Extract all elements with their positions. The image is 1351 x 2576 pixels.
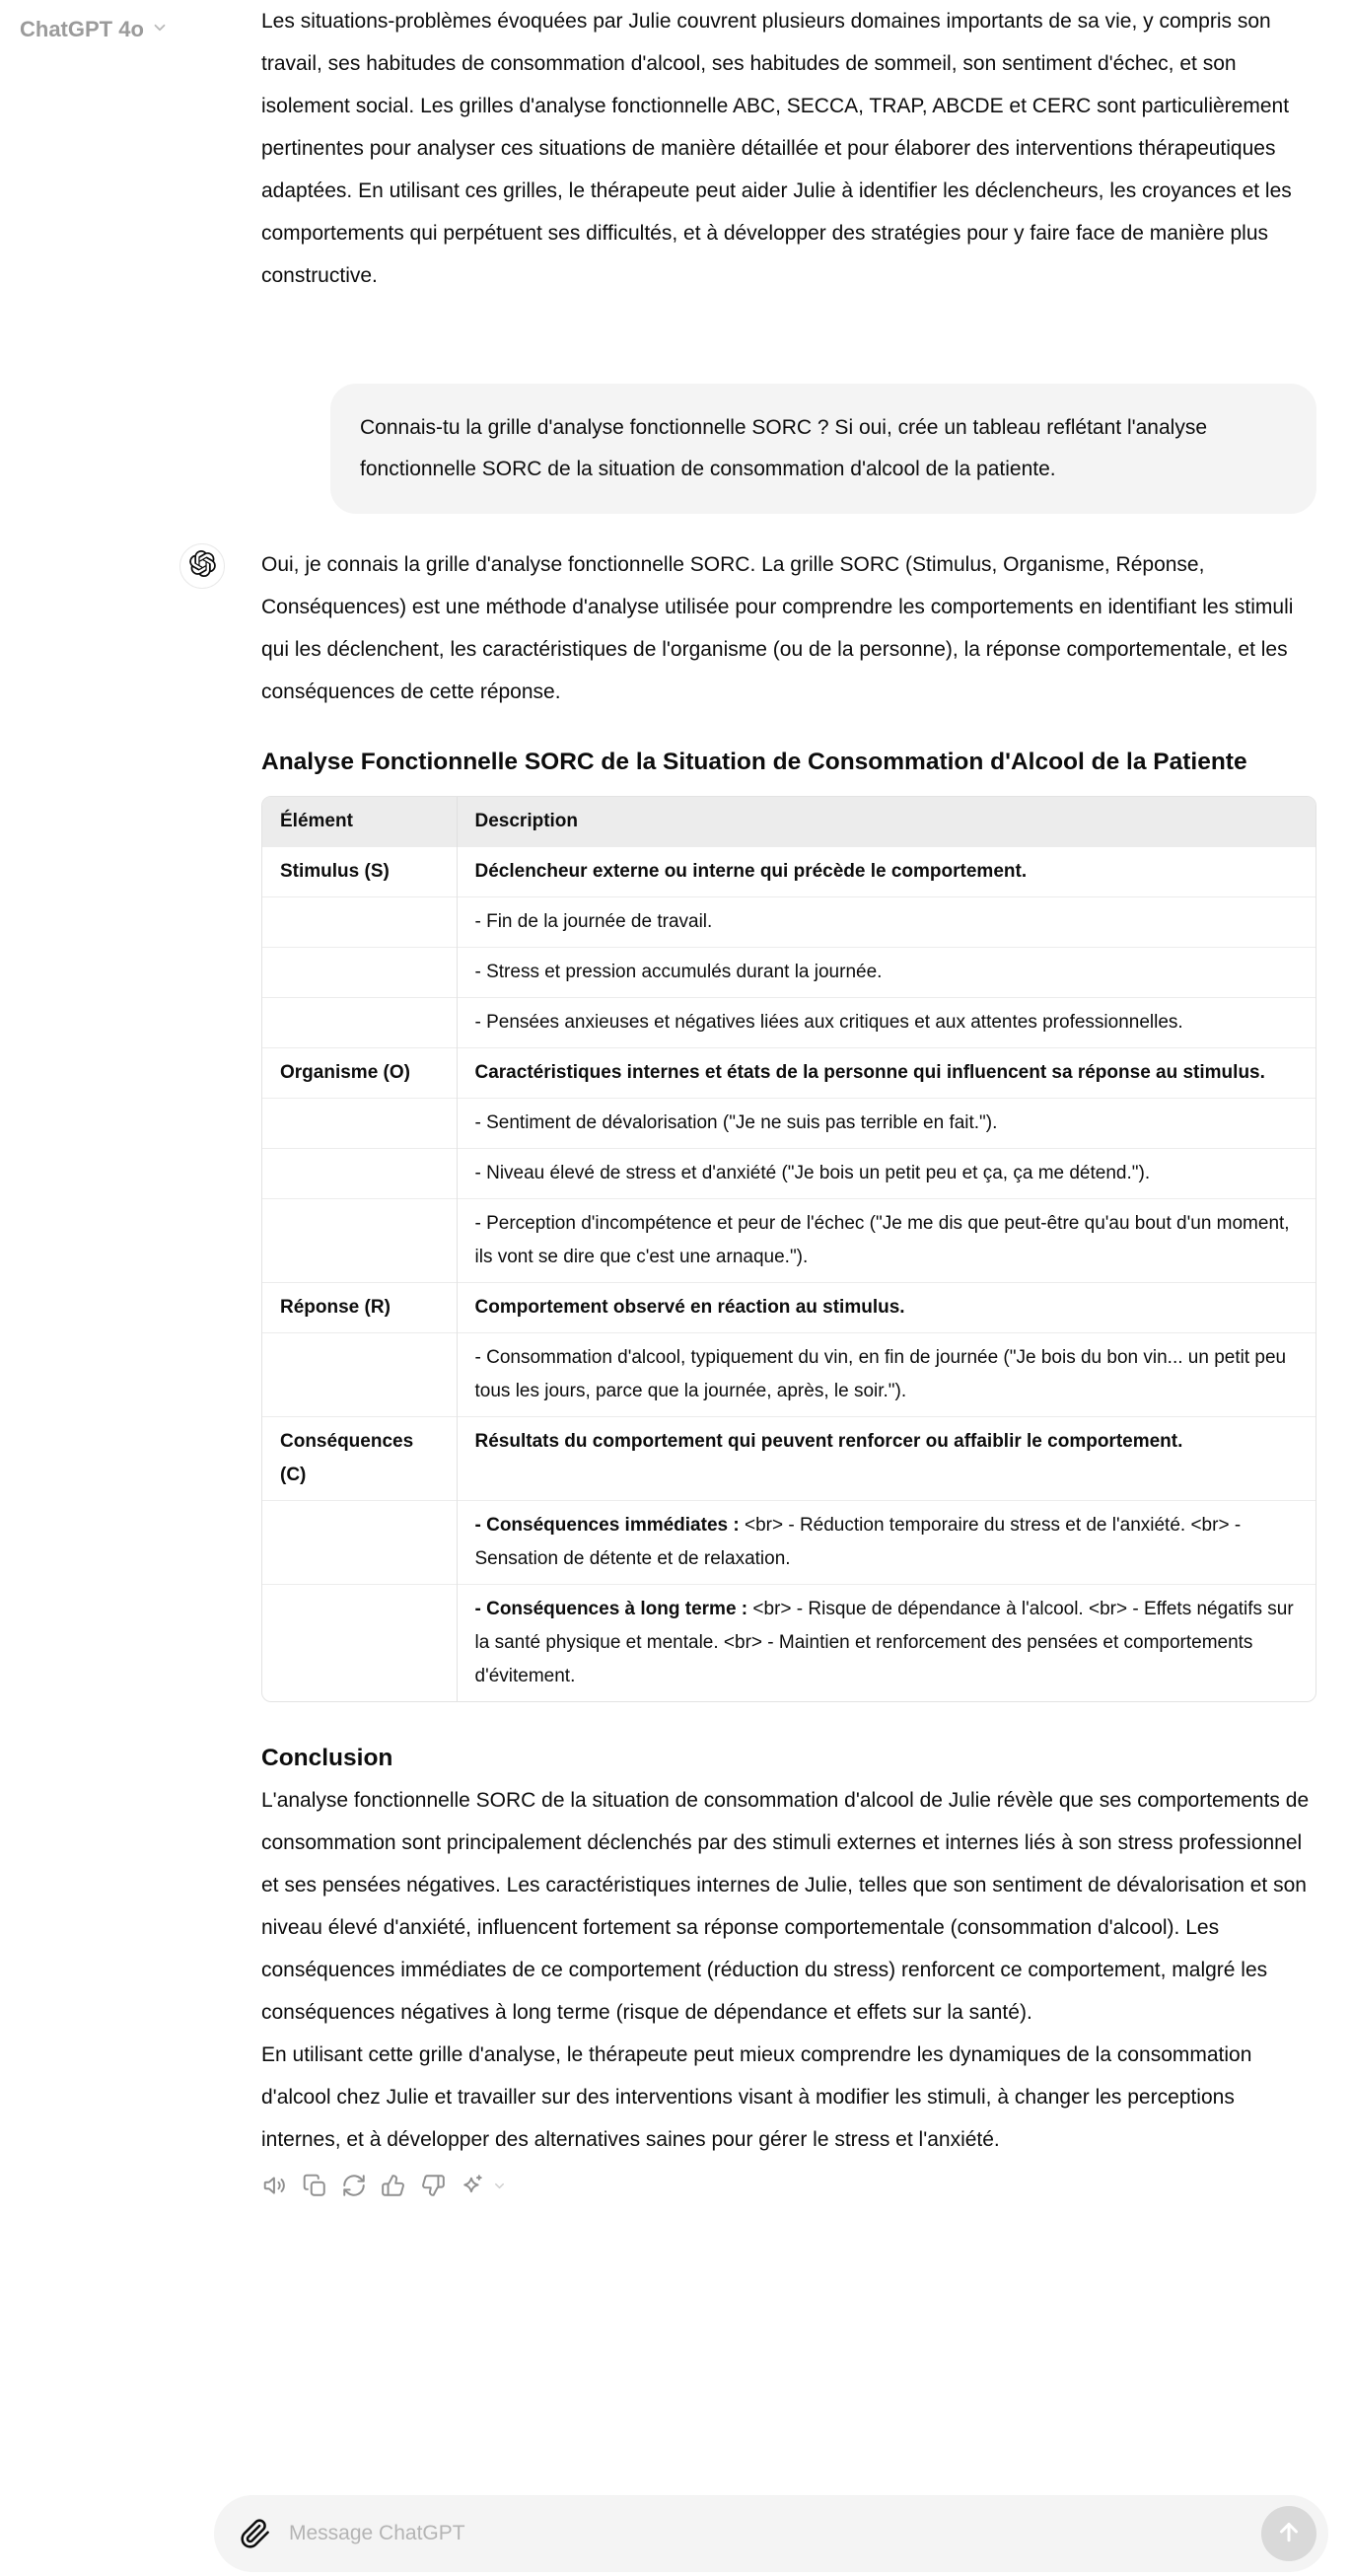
table-row: - Sentiment de dévalorisation ("Je ne suis pas terrible en fait."). xyxy=(262,1099,1315,1149)
chevron-down-icon[interactable] xyxy=(492,2179,507,2198)
table-row: Conséquences (C) Résultats du comportement qui peuvent renforcer ou affaiblir le comportement. xyxy=(262,1417,1315,1501)
message-composer xyxy=(214,2495,1328,2572)
chatgpt-avatar xyxy=(179,543,225,589)
cell-text: <br> - Risque de dépendance à l'alcool. <br> - Effets négatifs sur la santé physique et mentale. <br> - Maintien et renforcement des pensées et comportements d'évitement. xyxy=(474,1599,1294,1686)
table-row: - Consommation d'alcool, typiquement du vin, en fin de journée ("Je bois du bon vin... un petit peu tous les jours, parce que la journée, après, le soir."). xyxy=(262,1333,1315,1417)
sparkle-icon xyxy=(460,2173,485,2203)
table-row: - Stress et pression accumulés durant la journée. xyxy=(262,948,1315,998)
conclusion-title: Conclusion xyxy=(261,1745,393,1771)
regenerate-button[interactable] xyxy=(340,2175,367,2201)
table-row: - Pensées anxieuses et négatives liées aux critiques et aux attentes professionnelles. xyxy=(262,998,1315,1048)
message-input[interactable] xyxy=(287,2521,1261,2546)
thumbs-up-icon xyxy=(381,2173,406,2203)
table-header-row xyxy=(262,797,1315,847)
sorc-table xyxy=(262,797,1315,1701)
table-row: Réponse (R) Comportement observé en réaction au stimulus. xyxy=(262,1283,1315,1333)
assistant-message-paragraph: Les situations-problèmes évoquées par Julie couvrent plusieurs domaines importants de sa vie, y compris son travail, ses habitudes de consommation d'alcool, ses habitudes de sommeil, son sentiment d'échec, et son isolement social. Les grilles d'analyse fonctionnelle ABC, SECCA, TRAP, ABCDE et CERC sont particulièrement pertinentes pour analyser ces situations de manière détaillée et pour élaborer des interventions thérapeutiques adaptées. En utilisant ces grilles, le thérapeute peut aider Julie à identifier les déclencheurs, les croyances et les comportements qui perpétuent ses difficultés, et à développer des stratégies pour y faire face de manière plus constructive. xyxy=(261,10,1292,287)
user-message-bubble: Connais-tu la grille d'analyse fonctionnelle SORC ? Si oui, crée un tableau reflétant l'analyse fonctionnelle SORC de la situation de consommation d'alcool de la patiente. xyxy=(330,384,1316,514)
openai-logo-icon xyxy=(189,550,216,582)
table-row: - Fin de la journée de travail. xyxy=(262,897,1315,948)
model-selector-label: ChatGPT 4o xyxy=(20,16,144,41)
thumbs-down-icon xyxy=(420,2173,446,2203)
table-row: - Niveau élevé de stress et d'anxiété ("Je bois un petit peu et ça, ça me détend."). xyxy=(262,1149,1315,1199)
copy-icon xyxy=(302,2173,327,2203)
column-header-description: Description xyxy=(457,797,1315,847)
copy-button[interactable] xyxy=(301,2175,327,2201)
user-message-row xyxy=(261,384,1316,514)
assistant-intro-paragraph: Oui, je connais la grille d'analyse fonctionnelle SORC. La grille SORC (Stimulus, Organisme, Réponse, Conséquences) est une méthode d'analyse utilisée pour comprendre les comportements en identifiant les stimuli qui les déclenchent, les caractéristiques de l'organisme (ou de la personne), la réponse comportementale, et les conséquences de cette réponse. xyxy=(261,553,1294,703)
cell-bold-prefix: - Conséquences à long terme : xyxy=(474,1599,748,1619)
regenerate-icon xyxy=(341,2173,367,2203)
attach-file-button[interactable] xyxy=(240,2518,271,2549)
send-button[interactable] xyxy=(1261,2506,1316,2561)
speaker-icon xyxy=(262,2173,288,2203)
cell-text: <br> - Réduction temporaire du stress et de l'anxiété. <br> - Sensation de détente et de relaxation. xyxy=(474,1515,1242,1569)
chat-thread xyxy=(261,0,1316,2201)
thumbs-down-button[interactable] xyxy=(419,2175,446,2201)
table-title: Analyse Fonctionnelle SORC de la Situation de Consommation d'Alcool de la Patiente xyxy=(261,749,1247,775)
conclusion-paragraph-1: L'analyse fonctionnelle SORC de la situation de consommation d'alcool de Julie révèle que ses comportements de consommation sont principalement déclenchés par des stimuli externes et internes liés à son stress professionnel et ses pensées négatives. Les caractéristiques internes de Julie, telles que son sentiment de dévalorisation et son niveau élevé d'anxiété, influencent fortement sa réponse comportementale (consommation d'alcool). Les conséquences immédiates de ce comportement (réduction du stress) renforcent ce comportement, malgré les conséquences négatives à long terme (risque de dépendance et effets sur la santé). xyxy=(261,1789,1310,2024)
paperclip-icon xyxy=(240,2537,271,2553)
arrow-up-icon xyxy=(1274,2517,1304,2551)
table-row: Stimulus (S) Déclencheur externe ou interne qui précède le comportement. xyxy=(262,847,1315,897)
table-row xyxy=(262,1585,1315,1702)
switch-model-button[interactable] xyxy=(459,2175,485,2201)
message-actions xyxy=(261,2175,1316,2201)
chevron-down-icon xyxy=(151,16,169,42)
model-selector[interactable] xyxy=(20,16,169,42)
column-header-element: Élément xyxy=(262,797,457,847)
sorc-table-wrapper xyxy=(261,796,1316,1702)
table-row: - Perception d'incompétence et peur de l'échec ("Je me dis que peut-être qu'au bout d'un moment, ils vont se dire que c'est une arnaque."). xyxy=(262,1199,1315,1283)
thumbs-up-button[interactable] xyxy=(380,2175,406,2201)
table-row: Organisme (O) Caractéristiques internes et états de la personne qui influencent sa réponse au stimulus. xyxy=(262,1048,1315,1099)
assistant-message xyxy=(261,543,1316,2201)
table-row xyxy=(262,1501,1315,1585)
cell-bold-prefix: - Conséquences immédiates : xyxy=(474,1515,740,1536)
read-aloud-button[interactable] xyxy=(261,2175,288,2201)
conclusion-paragraph-2: En utilisant cette grille d'analyse, le thérapeute peut mieux comprendre les dynamiques de la consommation d'alcool chez Julie et travailler sur des interventions visant à modifier les stimuli, à changer les perceptions internes, et à développer des alternatives saines pour gérer le stress et l'anxiété. xyxy=(261,2043,1252,2151)
